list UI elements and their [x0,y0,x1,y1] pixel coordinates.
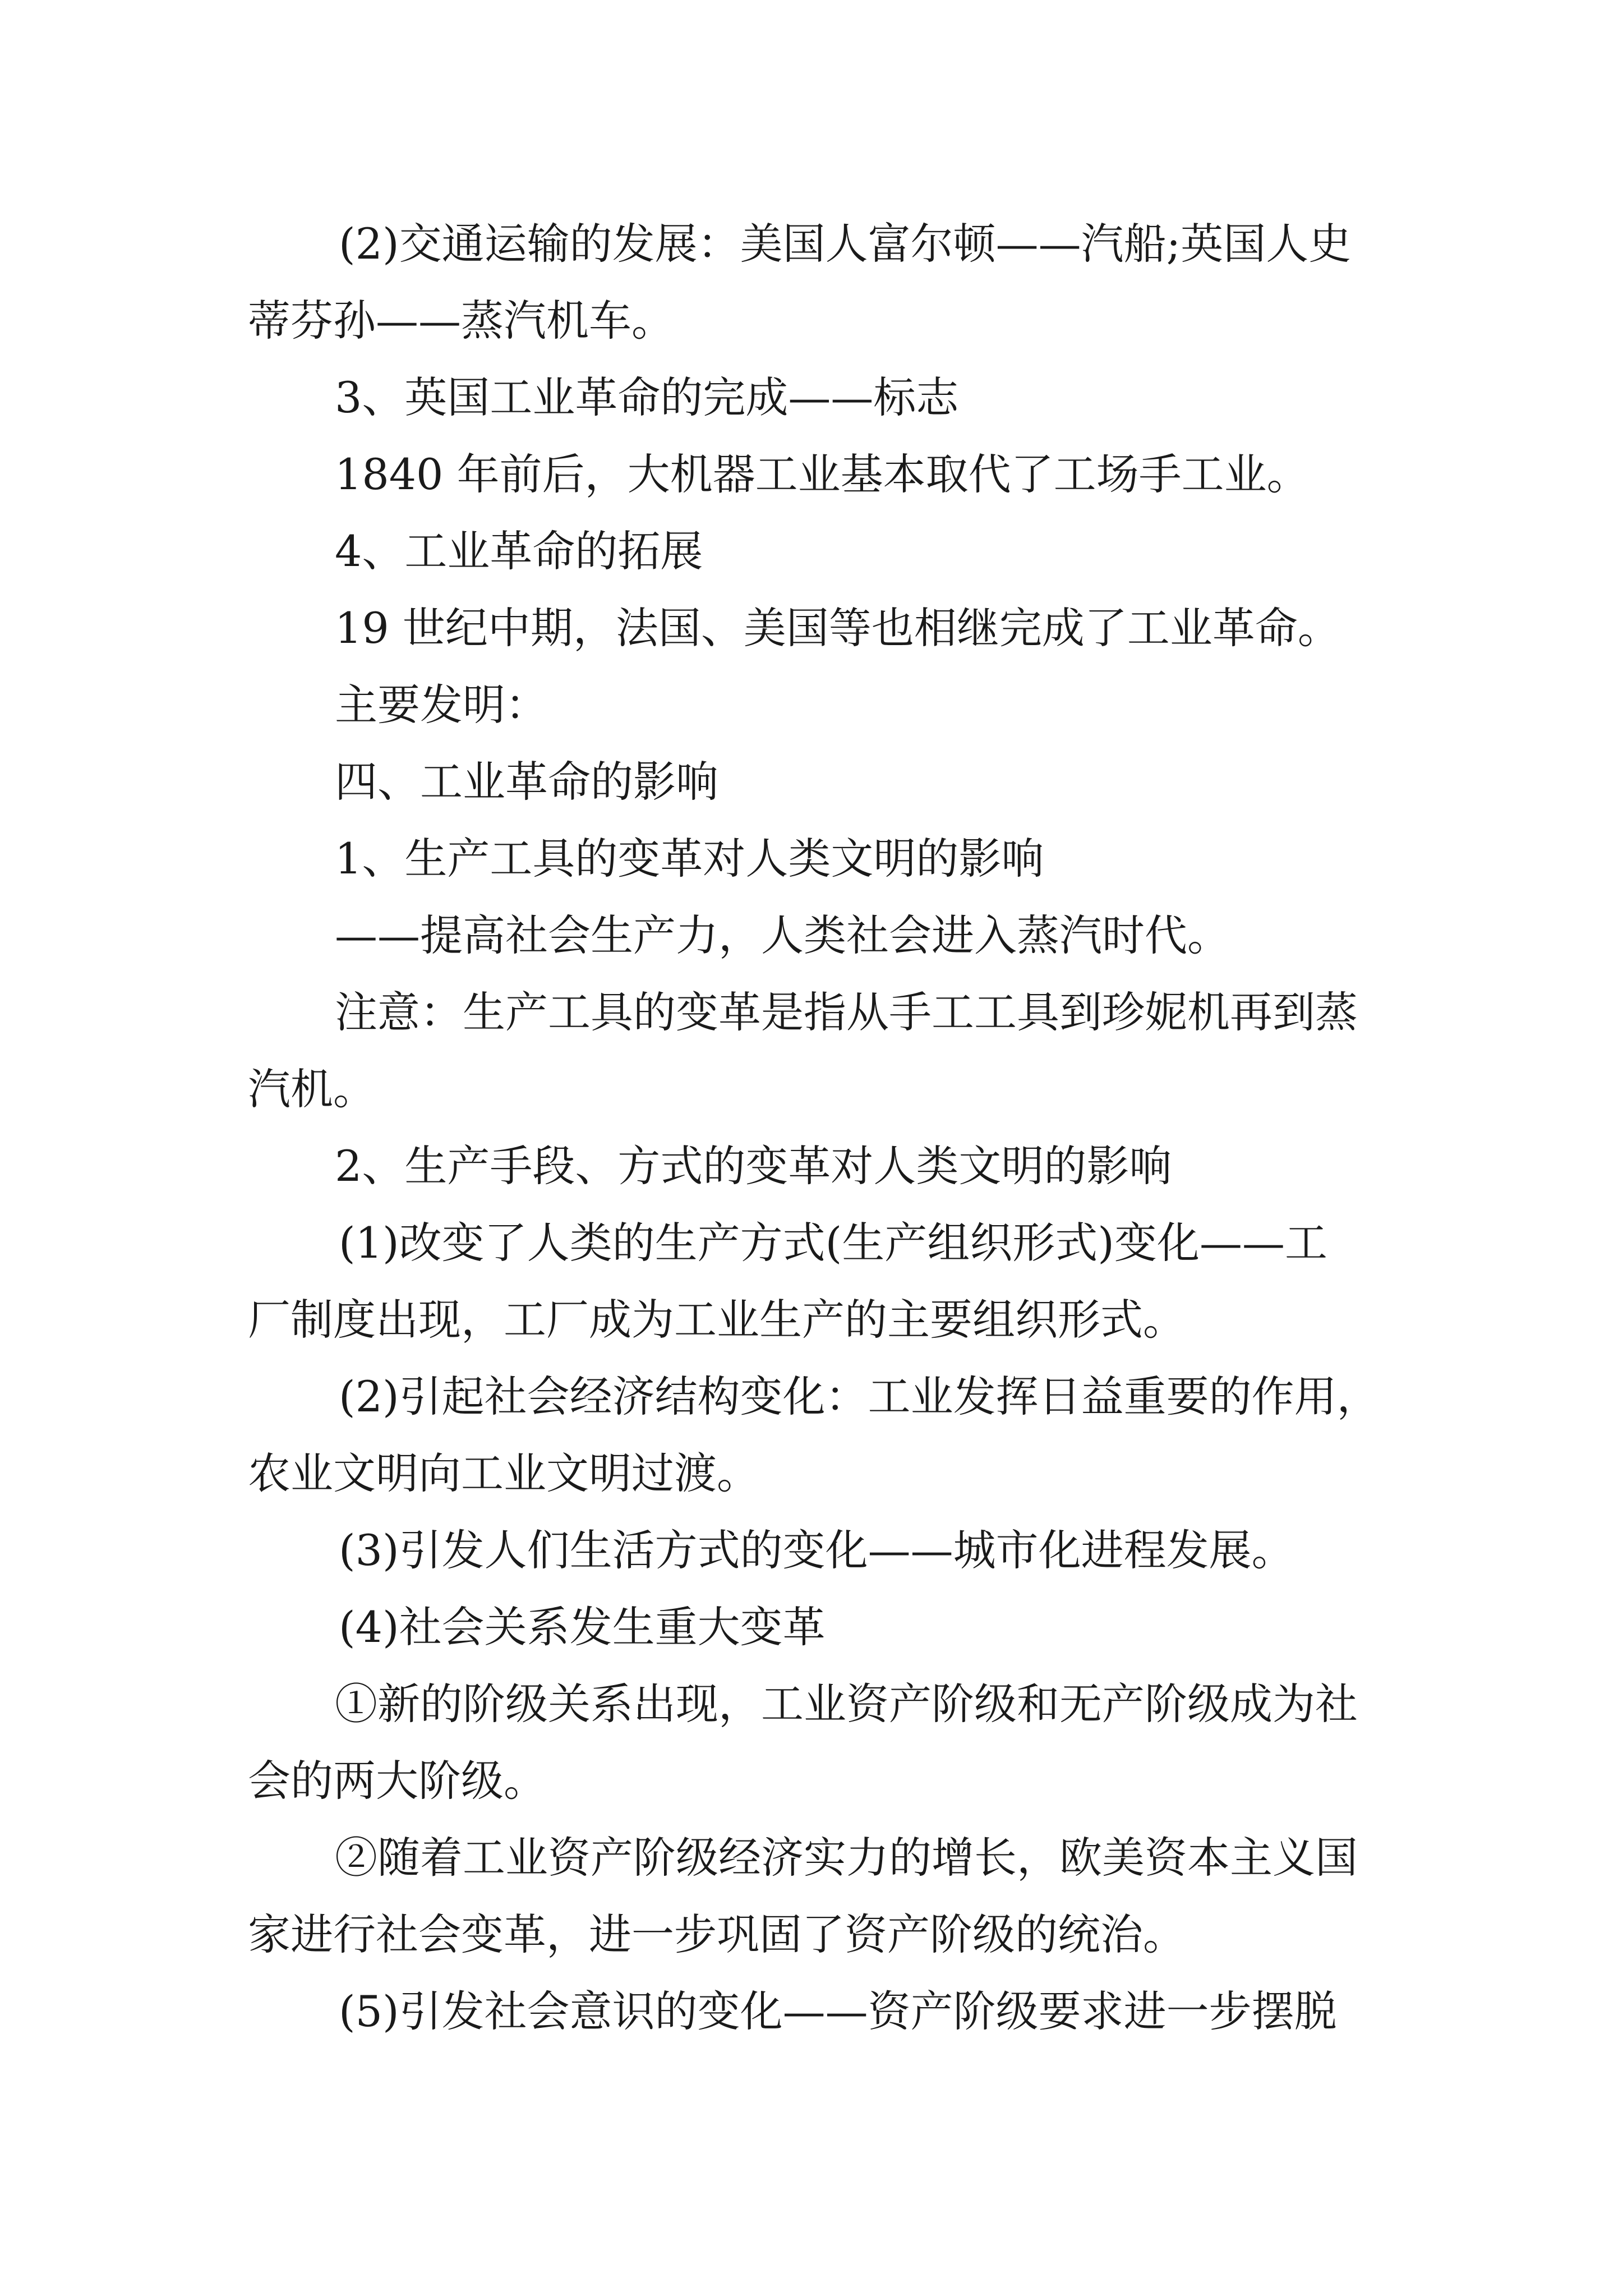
text-line: 会的两大阶级。 [248,1756,546,1806]
text-line: 主要发明： [335,680,548,730]
text-line: ②随着工业资产阶级经济实力的增长，欧美资本主义国 [335,1833,1358,1883]
text-line: 1840 年前后，大机器工业基本取代了工场手工业。 [335,449,1310,499]
text-line: (2)交通运输的发展：美国人富尔顿——汽船;英国人史 [339,219,1352,269]
text-line: 1、生产工具的变革对人类文明的影响 [335,834,1044,884]
text-line: 四、工业革命的影响 [335,757,718,807]
text-line: 3、英国工业革命的完成——标志 [335,372,959,422]
text-line: (5)引发社会意识的变化——资产阶级要求进一步摆脱 [339,1986,1337,2036]
text-line: ——提高社会生产力，人类社会进入蒸汽时代。 [335,910,1230,960]
text-line: 厂制度出现，工厂成为工业生产的主要组织形式。 [248,1295,1186,1345]
text-line: 家进行社会变革，进一步巩固了资产阶级的统治。 [248,1910,1186,1959]
text-line: 蒂芬孙——蒸汽机车。 [248,296,674,346]
text-line: 4、工业革命的拓展 [335,526,703,576]
text-line: 2、生产手段、方式的变革对人类文明的影响 [335,1141,1172,1191]
text-line: (4)社会关系发生重大变革 [339,1602,826,1652]
text-line: 19 世纪中期，法国、美国等也相继完成了工业革命。 [335,603,1340,653]
text-line: 注意：生产工具的变革是指从手工工具到珍妮机再到蒸 [335,987,1358,1037]
text-line: (2)引起社会经济结构变化：工业发挥日益重要的作用， [339,1372,1380,1421]
text-line: 汽机。 [248,1064,376,1114]
text-line: (3)引发人们生活方式的变化——城市化进程发展。 [339,1525,1294,1575]
text-line: (1)改变了人类的生产方式(生产组织形式)变化——工 [339,1218,1327,1268]
text-line: ①新的阶级关系出现，工业资产阶级和无产阶级成为社 [335,1679,1358,1729]
text-line: 农业文明向工业文明过渡。 [248,1448,759,1498]
